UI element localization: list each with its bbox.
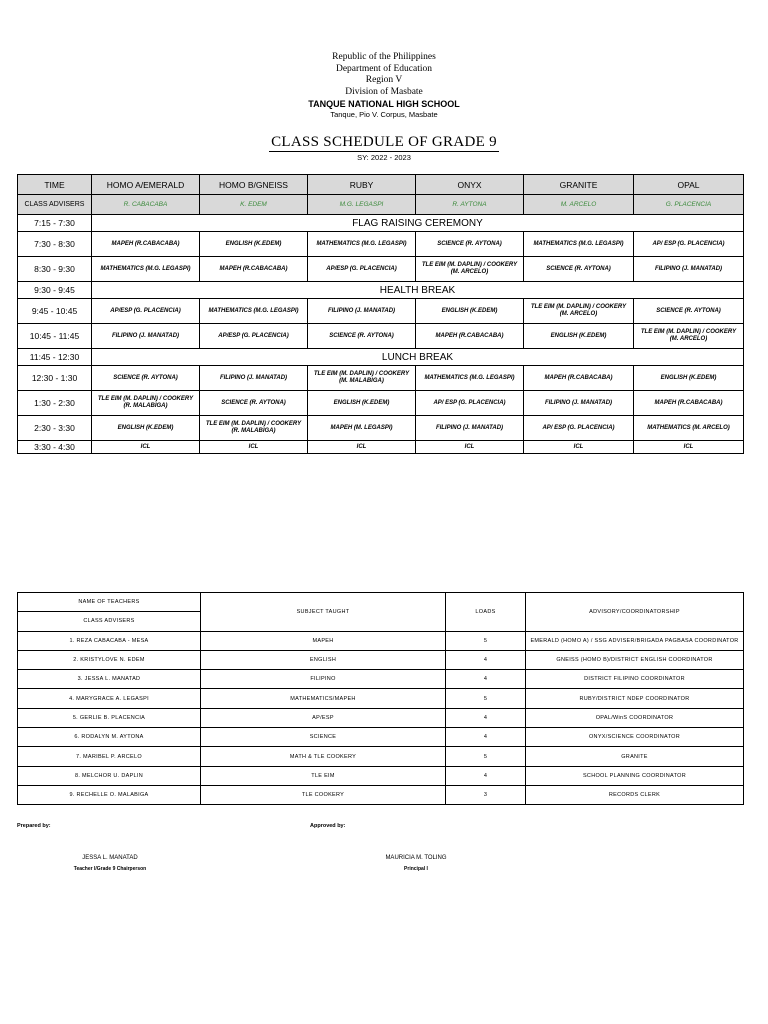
subject-cell: MAPEH (R.CABACABA) [416,324,524,349]
schedule-row [18,232,744,257]
teacher-loads: 4 [446,708,526,727]
teachers-header-row [18,593,744,612]
prepared-name: JESSA L. MANATAD [82,855,138,861]
teacher-name: 6. RODALYN M. AYTONA [18,728,201,747]
subject-cell: ICL [634,441,744,454]
time-cell: 8:30 - 9:30 [18,257,92,282]
col-header: OPAL [634,175,744,195]
schedule-row [18,257,744,282]
subject-cell: ENGLISH (K.EDEM) [200,232,308,257]
subject-cell: SCIENCE (R. AYTONA) [308,324,416,349]
subject-cell: ICL [92,441,200,454]
time-cell: 12:30 - 1:30 [18,366,92,391]
approved-name: MAURICIA M. TOLING [385,855,447,861]
subject-cell: AP/ ESP (G. PLACENCIA) [524,416,634,441]
adviser-cell: R. CABACABA [92,195,200,215]
col-header: RUBY [308,175,416,195]
subject-cell: AP/ ESP (G. PLACENCIA) [416,391,524,416]
subject-cell: ICL [416,441,524,454]
teacher-subject: SCIENCE [201,728,446,747]
teacher-name: 8. MELCHOR U. DAPLIN [18,766,201,785]
teacher-name: 7. MARIBEL P. ARCELO [18,747,201,766]
subject-cell: AP/ESP (G. PLACENCIA) [200,324,308,349]
teacher-advisory: SCHOOL PLANNING COORDINATOR [526,766,744,785]
subject-cell: AP/ESP (G. PLACENCIA) [308,257,416,282]
schedule-row [18,441,744,454]
header-line: Region V [365,75,403,85]
schedule-row [18,366,744,391]
subject-cell: FILIPINO (J. MANATAD) [92,324,200,349]
subject-cell: SCIENCE (R. AYTONA) [524,257,634,282]
school-year: SY: 2022 - 2023 [357,153,411,162]
subject-cell: ENGLISH (K.EDEM) [92,416,200,441]
subject-cell: MAPEH (M. LEGASPI) [308,416,416,441]
school-address: Tanque, Pio V. Corpus, Masbate [330,110,438,119]
subject-cell: ICL [200,441,308,454]
teacher-loads: 5 [446,747,526,766]
teacher-subject: FILIPINO [201,670,446,689]
teacher-name: 9. RECHELLE O. MALABIGA [18,785,201,804]
teachers-header-advisory: ADVISORY/COORDINATORSHIP [526,593,744,632]
teachers-table [17,592,744,805]
subject-cell: FILIPINO (J. MANATAD) [524,391,634,416]
subject-cell: MATHEMATICS (M. ARCELO) [634,416,744,441]
teacher-name: 2. KRISTYLOVE N. EDEM [18,650,201,669]
teacher-subject: ENGLISH [201,650,446,669]
break-row-health [18,282,744,299]
table-row [18,747,744,766]
adviser-cell: M.G. LEGASPI [308,195,416,215]
subject-cell: TLE EIM (M. DAPLIN) / COOKERY (M. ARCELO) [634,324,744,349]
subject-cell: SCIENCE (R. AYTONA) [634,299,744,324]
table-row [18,766,744,785]
time-cell: 3:30 - 4:30 [18,441,92,454]
teacher-loads: 4 [446,728,526,747]
subject-cell: MATHEMATICS (M.G. LEGASPI) [308,232,416,257]
schedule-row [18,299,744,324]
teacher-name: 5. GERLIE B. PLACENCIA [18,708,201,727]
subject-cell: ICL [524,441,634,454]
col-header: HOMO B/GNEISS [200,175,308,195]
subject-cell: TLE EIM (M. DAPLIN) / COOKERY (M. ARCELO) [416,257,524,282]
subject-cell: TLE EIM (M. DAPLIN) / COOKERY (M. MALABIGA) [308,366,416,391]
subject-cell: FILIPINO (J. MANATAD) [200,366,308,391]
teacher-advisory: GNEISS (HOMO B)/DISTRICT ENGLISH COORDINATOR [526,650,744,669]
subject-cell: ENGLISH (K.EDEM) [416,299,524,324]
schedule-header-row [18,175,744,195]
approved-label: Approved by: [310,823,346,829]
class-schedule-table [17,174,744,454]
adviser-cell: M. ARCELO [524,195,634,215]
table-row [18,689,744,708]
subject-cell: MAPEH (R.CABACABA) [524,366,634,391]
subject-cell: TLE EIM (M. DAPLIN) / COOKERY (M. ARCELO) [524,299,634,324]
page-title-wrap [0,133,768,151]
teacher-advisory: EMERALD (HOMO A) / SSG ADVISER/BRIGADA PAGBASA COORDINATOR [526,631,744,650]
col-header: HOMO A/EMERALD [92,175,200,195]
time-cell: 9:30 - 9:45 [18,282,92,299]
subject-cell: MAPEH (R.CABACABA) [92,232,200,257]
adviser-cell: G. PLACENCIA [634,195,744,215]
subject-cell: TLE EIM (M. DAPLIN) / COOKERY (R. MALABIGA) [200,416,308,441]
break-label: FLAG RAISING CEREMONY [92,215,744,232]
time-cell: 7:30 - 8:30 [18,232,92,257]
teacher-loads: 3 [446,785,526,804]
table-row [18,650,744,669]
table-row [18,631,744,650]
teacher-subject: MAPEH [201,631,446,650]
time-cell: 1:30 - 2:30 [18,391,92,416]
teacher-advisory: DISTRICT FILIPINO COORDINATOR [526,670,744,689]
school-name: TANQUE NATIONAL HIGH SCHOOL [308,99,460,109]
adviser-cell: R. AYTONA [416,195,524,215]
teacher-advisory: ONYX/SCIENCE COORDINATOR [526,728,744,747]
subject-cell: AP/ESP (G. PLACENCIA) [92,299,200,324]
teacher-loads: 4 [446,766,526,785]
table-row [18,785,744,804]
teacher-loads: 5 [446,631,526,650]
header-line: Division of Masbate [345,86,423,97]
document-header [0,52,768,120]
teacher-subject: MATH & TLE COOKERY [201,747,446,766]
page-title: CLASS SCHEDULE OF GRADE 9 [271,134,497,150]
time-cell: 2:30 - 3:30 [18,416,92,441]
teachers-header-subject: SUBJECT TAUGHT [201,593,446,632]
teachers-header-loads: LOADS [446,593,526,632]
teacher-subject: AP/ESP [201,708,446,727]
teacher-advisory: RUBY/DISTRICT NDEP COORDINATOR [526,689,744,708]
subject-cell: ENGLISH (K.EDEM) [308,391,416,416]
table-row [18,728,744,747]
teacher-loads: 4 [446,650,526,669]
header-line: Republic of the Philippines [332,52,436,62]
col-header: TIME [18,175,92,195]
prepared-role: Teacher I/Grade 9 Chairperson [73,866,147,872]
subject-cell: MATHEMATICS (M.G. LEGASPI) [524,232,634,257]
table-row [18,708,744,727]
break-label: HEALTH BREAK [92,282,744,299]
subject-cell: FILIPINO (J. MANATAD) [634,257,744,282]
time-cell: 10:45 - 11:45 [18,324,92,349]
subject-cell: SCIENCE (R. AYTONA) [416,232,524,257]
advisers-row [18,195,744,215]
teacher-advisory: RECORDS CLERK [526,785,744,804]
prepared-label: Prepared by: [17,823,51,829]
time-cell: 7:15 - 7:30 [18,215,92,232]
time-cell: 11:45 - 12:30 [18,349,92,366]
teachers-header-advisers: CLASS ADVISERS [18,612,201,631]
col-header: GRANITE [524,175,634,195]
teacher-advisory: GRANITE [526,747,744,766]
teacher-loads: 4 [446,670,526,689]
schedule-row [18,324,744,349]
teachers-header-name: NAME OF TEACHERS [18,593,201,612]
schedule-row [18,416,744,441]
subject-cell: ICL [308,441,416,454]
time-cell: 9:45 - 10:45 [18,299,92,324]
col-header: ONYX [416,175,524,195]
break-label: LUNCH BREAK [92,349,744,366]
teacher-subject: MATHEMATICS/MAPEH [201,689,446,708]
schedule-row [18,391,744,416]
subject-cell: TLE EIM (M. DAPLIN) / COOKERY (R. MALABIGA) [92,391,200,416]
subject-cell: FILIPINO (J. MANATAD) [416,416,524,441]
adviser-cell: K. EDEM [200,195,308,215]
teacher-advisory: OPAL/WinS COORDINATOR [526,708,744,727]
subject-cell: SCIENCE (R. AYTONA) [200,391,308,416]
break-row-lunch [18,349,744,366]
subject-cell: SCIENCE (R. AYTONA) [92,366,200,391]
teacher-subject: TLE EIM [201,766,446,785]
subject-cell: MAPEH (R.CABACABA) [200,257,308,282]
subject-cell: FILIPINO (J. MANATAD) [308,299,416,324]
subject-cell: MAPEH (R.CABACABA) [634,391,744,416]
header-line: Department of Education [335,63,433,74]
table-row [18,670,744,689]
subject-cell: ENGLISH (K.EDEM) [524,324,634,349]
teacher-name: 4. MARYGRACE A. LEGASPI [18,689,201,708]
teacher-subject: TLE COOKERY [201,785,446,804]
subject-cell: MATHEMATICS (M.G. LEGASPI) [200,299,308,324]
teacher-loads: 5 [446,689,526,708]
subject-cell: MATHEMATICS (M.G. LEGASPI) [416,366,524,391]
teacher-name: 3. JESSA L. MANATAD [18,670,201,689]
advisers-label: CLASS ADVISERS [18,195,92,215]
subject-cell: MATHEMATICS (M.G. LEGASPI) [92,257,200,282]
break-row-flag [18,215,744,232]
subject-cell: AP/ ESP (G. PLACENCIA) [634,232,744,257]
approved-role: Principal I [404,866,428,872]
subject-cell: ENGLISH (K.EDEM) [634,366,744,391]
teacher-name: 1. REZA CABACABA - MESA [18,631,201,650]
